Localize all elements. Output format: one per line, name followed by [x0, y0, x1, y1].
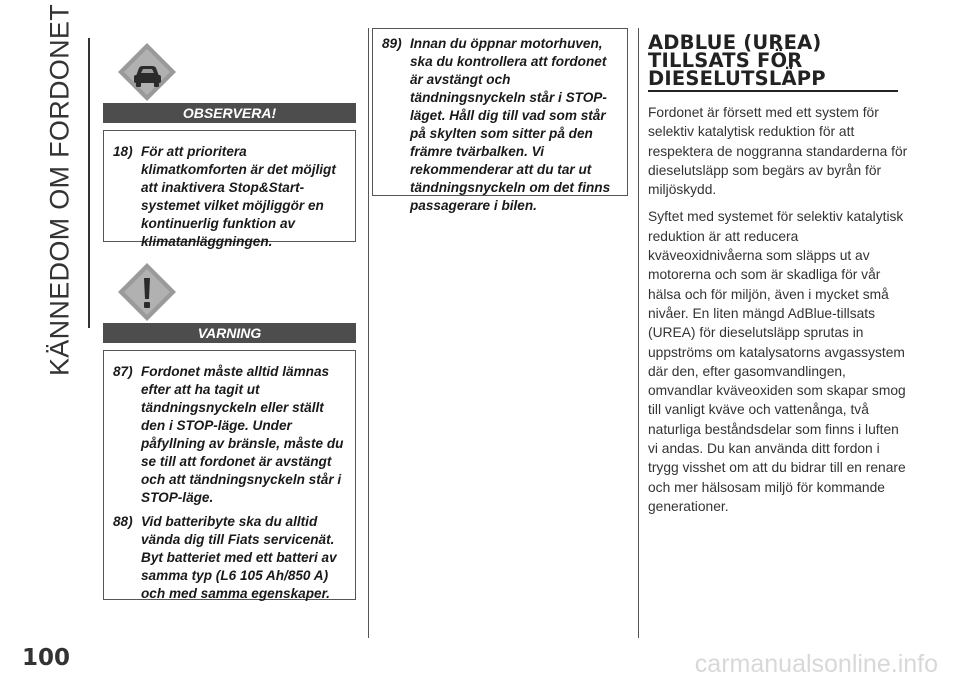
column-divider-left: [368, 28, 369, 638]
page-number: 100: [22, 645, 71, 671]
note-text: Fordonet måste alltid lämnas efter att ha tagit ut tändningsnyckeln eller ställt den i STOP-läge. Under påfyllning av bränsle, måste du se till att fordonet är avstängt och att tändningsnyckeln står i STOP-läge.: [141, 364, 344, 505]
section-title-rule: [648, 90, 898, 92]
side-section-title: [30, 3, 90, 377]
varning-heading-bar: VARNING: [103, 323, 356, 343]
body-paragraph: Syftet med systemet för selektiv katalytisk reduktion är att reducera kväveoxidnivåerna som släpps ut av motorerna och som är skadliga för vår hälsa och för miljön, även i mycket små nivåer. En liten mängd AdBlue-tillsats (UREA) för dieselutsläpp sprutas in uppströms om katalysatorns avgassystem där den, efter gasomvandlingen, omvandlar kväveoxiden som skapar smog till vanligt kväve och vattenånga, två naturliga beståndsdelar som finns i luften vi andas. Du kan använda ditt fordon i trygg visshet om att du bidrar till en renare och mer hälsosam miljö för kommande generationer.: [648, 209, 906, 514]
note-number: 89): [382, 36, 402, 51]
note-number: 88): [113, 514, 133, 529]
watermark-text: carmanualsonline.info: [694, 650, 938, 678]
observera-box: [103, 130, 356, 249]
column-divider-right: [638, 28, 639, 638]
car-warning-icon: [115, 40, 179, 104]
title-line: DIESELUTSLÄPP: [648, 67, 826, 90]
varning-note-88: [113, 513, 345, 603]
note-text: Innan du öppnar motorhuven, ska du kontrollera att fordonet är avstängt och tändningsnyckeln står i STOP-läget. Håll dig till vad som står på skylten som sitter på den främre tvärbalken. Vi rekommenderar att du tar ut tändningsnyckeln om det finns passagerare i bilen.: [410, 36, 611, 213]
adblue-section-title: [648, 31, 898, 90]
note-text: För att prioritera klimatkomforten är det möjligt att inaktivera Stop&Start-systemet vilket möjliggör en kontinuerlig funktion av klimatanläggningen.: [141, 144, 336, 249]
varning-continued-box: [372, 28, 628, 213]
note-number: 87): [113, 364, 133, 379]
side-section-title-text: KÄNNEDOM OM FORDONET: [44, 3, 75, 377]
observera-note-18: [113, 143, 345, 251]
exclamation-warning-icon: [115, 260, 179, 324]
adblue-body: [648, 103, 910, 524]
varning-box: [103, 350, 356, 600]
body-paragraph: Fordonet är försett med ett system för selektiv katalytisk reduktion för att respektera de noggranna standarderna för dieselutsläpp som begärs av byrån för miljöskydd.: [648, 105, 908, 198]
varning-note-87: [113, 363, 345, 507]
side-title-rule: [88, 38, 90, 328]
title-line: ADBLUE (UREA): [648, 31, 822, 54]
note-number: 18): [113, 144, 133, 159]
note-text: Vid batteribyte ska du alltid vända dig till Fiats servicenät. Byt batteriet med ett batteri av samma typ (L6 105 Ah/850 A) och med samma egenskaper.: [141, 514, 337, 601]
observera-heading-bar: OBSERVERA!: [103, 103, 356, 123]
title-line: TILLSATS FÖR: [648, 49, 803, 72]
varning-note-89: [382, 35, 617, 215]
